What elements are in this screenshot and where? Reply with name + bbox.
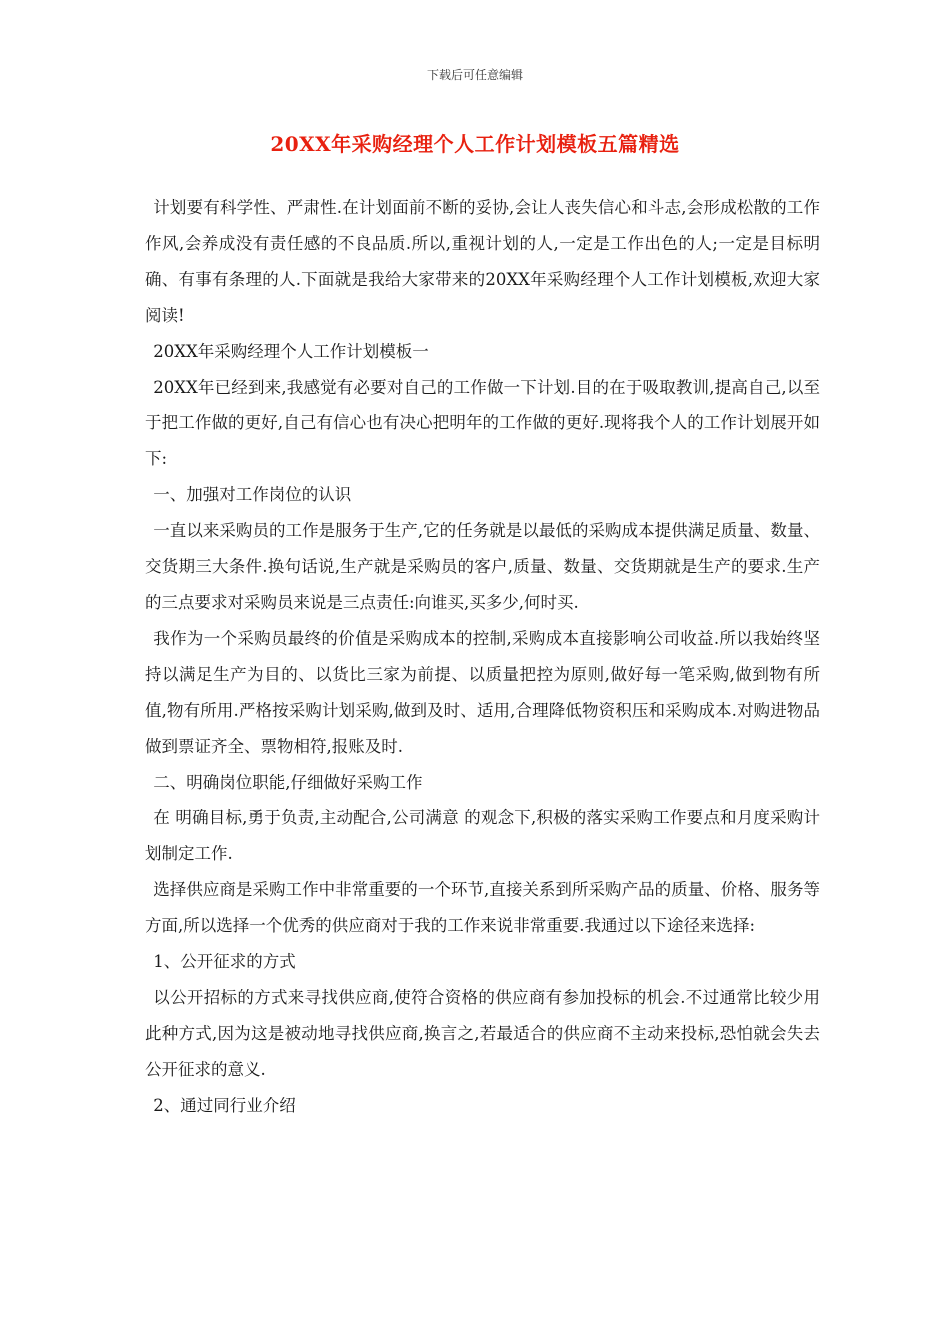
document-title: 20XX年采购经理个人工作计划模板五篇精选 bbox=[270, 132, 680, 156]
section-title-template-one: 20XX年采购经理个人工作计划模板一 bbox=[153, 341, 429, 361]
paragraph-supplier-selection: 选择供应商是采购工作中非常重要的一个环节,直接关系到所采购产品的质量、价格、服务等方面,所以选择一个优秀的供应商对于我的工作来说非常重要.我通过以下途径来选择: bbox=[145, 880, 820, 936]
paragraph-cost-control: 我作为一个采购员最终的价值是采购成本的控制,采购成本直接影响公司收益.所以我始终坚持以满足生产为目的、以货比三家为前提、以质量把控为原则,做好每一笔采购,做到物有所值,物有所用.严格按采购计划采购,做到及时、适用,合理降低物资积压和采购成本.对购进物品做到票证齐全、票物相符,报账及时. bbox=[145, 628, 820, 756]
plan-intro-paragraph: 20XX年已经到来,我感觉有必要对自己的工作做一下计划.目的在于吸取教训,提高自己,以至于把工作做的更好,自己有信心也有决心把明年的工作做的更好.现将我个人的工作计划展开如下: bbox=[145, 377, 820, 469]
paragraph-goals: 在 明确目标,勇于负责,主动配合,公司满意 的观念下,积极的落实采购工作要点和月度采购计划制定工作. bbox=[145, 808, 820, 864]
heading-industry-referral: 2、通过同行业介绍 bbox=[153, 1095, 296, 1115]
heading-strengthen-understanding: 一、加强对工作岗位的认识 bbox=[153, 485, 352, 505]
paragraph-public-bidding: 以公开招标的方式来寻找供应商,使符合资格的供应商有参加投标的机会.不过通常比较少用此种方式,因为这是被动地寻找供应商,换言之,若最适合的供应商不主动来投标,恐怕就会失去公开征求的意义. bbox=[145, 987, 820, 1079]
intro-paragraph: 计划要有科学性、严肃性.在计划面前不断的妥协,会让人丧失信心和斗志,会形成松散的工作作风,会养成没有责任感的不良品质.所以,重视计划的人,一定是工作出色的人;一定是目标明确、有事有条理的人.下面就是我给大家带来的20XX年采购经理个人工作计划模板,欢迎大家阅读! bbox=[145, 198, 820, 325]
heading-clarify-duties: 二、明确岗位职能,仔细做好采购工作 bbox=[153, 772, 423, 792]
page-header-note: 下载后可任意编辑 bbox=[426, 68, 523, 82]
paragraph-purchaser-role: 一直以来采购员的工作是服务于生产,它的任务就是以最低的采购成本提供满足质量、数量、交货期三大条件.换句话说,生产就是采购员的客户,质量、数量、交货期就是生产的要求.生产的三点要求对采购员来说是三点责任:向谁买,买多少,何时买. bbox=[145, 521, 820, 612]
document-body bbox=[145, 190, 820, 1124]
heading-public-solicitation: 1、公开征求的方式 bbox=[153, 952, 296, 972]
